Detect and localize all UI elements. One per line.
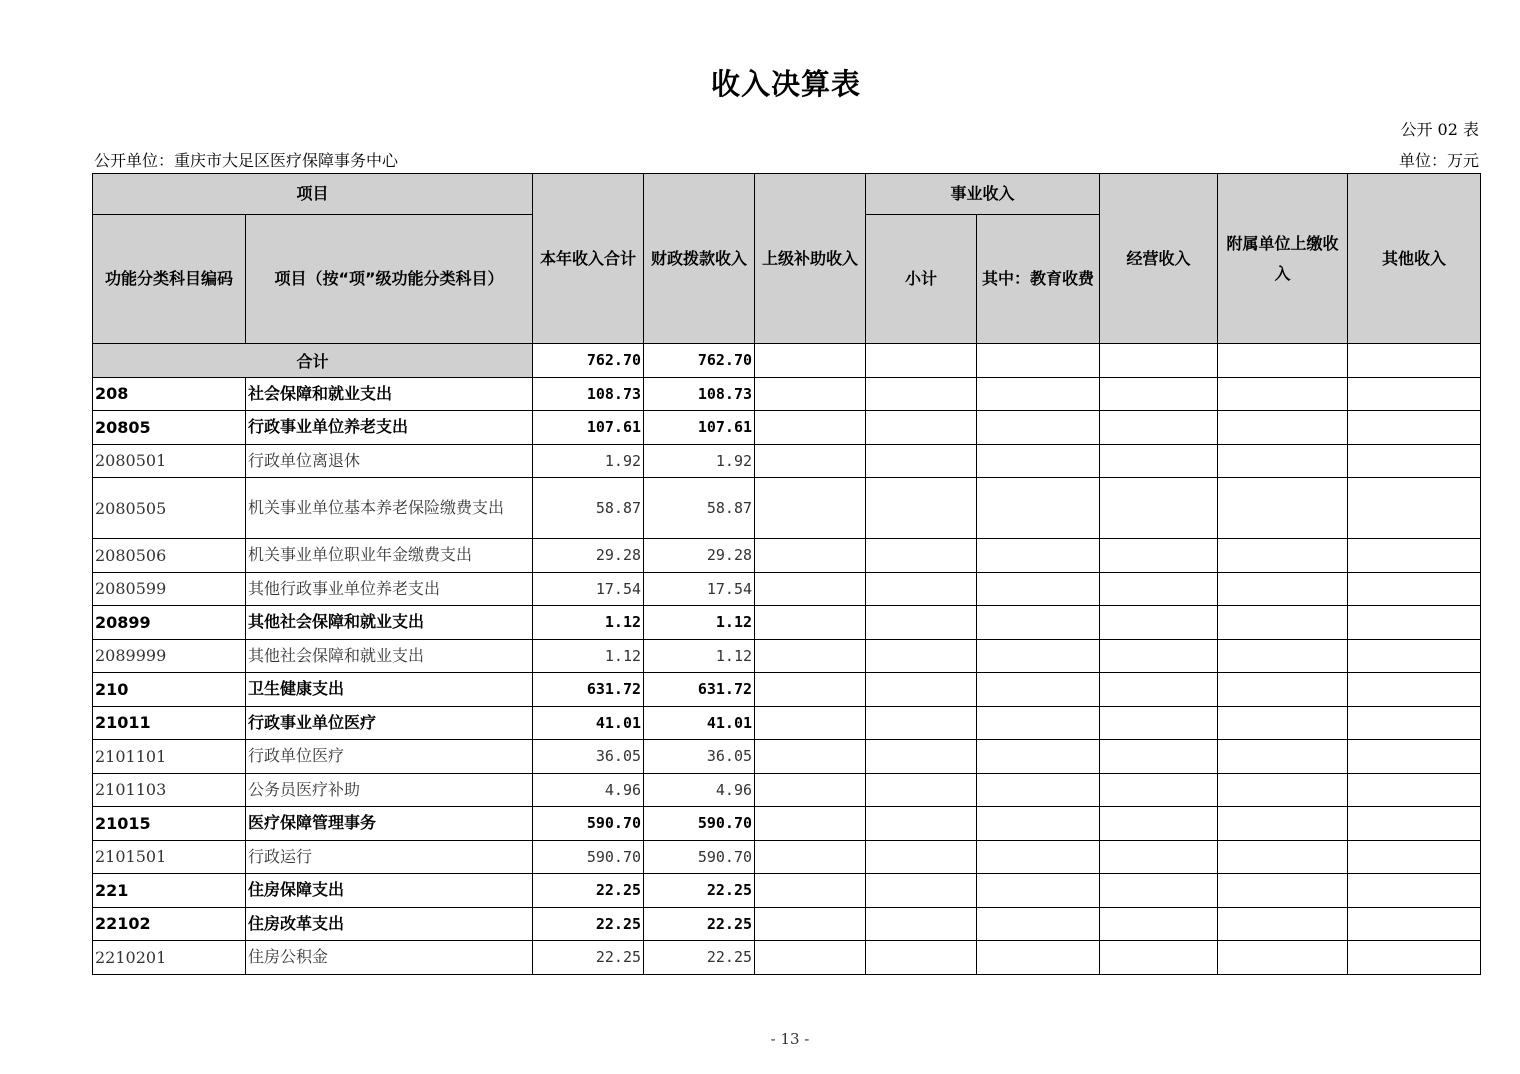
row-fiscal: 17.54 xyxy=(644,572,755,606)
table-row xyxy=(93,606,1481,640)
header-education: 其中：教育收费 xyxy=(977,215,1100,344)
empty-cell xyxy=(755,539,866,573)
empty-cell xyxy=(1218,773,1348,807)
row-code: 22102 xyxy=(93,907,246,941)
row-fiscal: 29.28 xyxy=(644,539,755,573)
empty-cell xyxy=(1218,706,1348,740)
row-code: 2101103 xyxy=(93,773,246,807)
empty-cell xyxy=(1100,907,1218,941)
empty-cell xyxy=(1100,941,1218,975)
row-fiscal: 590.70 xyxy=(644,840,755,874)
table-row xyxy=(93,673,1481,707)
empty-cell xyxy=(1348,411,1481,445)
empty-cell xyxy=(1218,444,1348,478)
row-total: 4.96 xyxy=(533,773,644,807)
row-code: 2089999 xyxy=(93,639,246,673)
row-name: 其他社会保障和就业支出 xyxy=(246,639,533,673)
empty-cell xyxy=(977,478,1100,539)
row-name: 行政单位医疗 xyxy=(246,740,533,774)
table-row xyxy=(93,941,1481,975)
row-code: 20899 xyxy=(93,606,246,640)
empty-cell xyxy=(977,444,1100,478)
row-name: 住房改革支出 xyxy=(246,907,533,941)
row-name: 住房公积金 xyxy=(246,941,533,975)
row-name: 住房保障支出 xyxy=(246,874,533,908)
empty-cell xyxy=(1100,840,1218,874)
row-total: 58.87 xyxy=(533,478,644,539)
empty-cell xyxy=(1100,740,1218,774)
row-fiscal: 590.70 xyxy=(644,807,755,841)
row-total: 590.70 xyxy=(533,807,644,841)
empty-cell xyxy=(977,639,1100,673)
table-row xyxy=(93,773,1481,807)
empty-cell xyxy=(866,478,977,539)
empty-cell xyxy=(1218,572,1348,606)
row-code: 20805 xyxy=(93,411,246,445)
row-name: 其他行政事业单位养老支出 xyxy=(246,572,533,606)
empty-cell xyxy=(1218,639,1348,673)
row-total: 22.25 xyxy=(533,874,644,908)
row-name: 机关事业单位基本养老保险缴费支出 xyxy=(246,478,533,539)
empty-cell xyxy=(1218,840,1348,874)
row-fiscal: 22.25 xyxy=(644,874,755,908)
table-row xyxy=(93,411,1481,445)
header-total: 本年收入合计 xyxy=(533,174,644,344)
empty-cell xyxy=(755,706,866,740)
row-total: 590.70 xyxy=(533,840,644,874)
empty-cell xyxy=(1100,706,1218,740)
empty-cell xyxy=(866,874,977,908)
empty-cell xyxy=(866,740,977,774)
empty-cell xyxy=(977,572,1100,606)
empty-cell xyxy=(977,539,1100,573)
row-fiscal: 108.73 xyxy=(644,377,755,411)
empty-cell xyxy=(1218,807,1348,841)
header-other: 其他收入 xyxy=(1348,174,1481,344)
empty-cell xyxy=(755,377,866,411)
header-item: 项目 xyxy=(93,174,533,215)
empty-cell xyxy=(755,572,866,606)
empty-cell xyxy=(866,941,977,975)
empty-cell xyxy=(755,941,866,975)
row-total: 108.73 xyxy=(533,377,644,411)
empty-cell xyxy=(1100,874,1218,908)
row-fiscal: 631.72 xyxy=(644,673,755,707)
row-fiscal: 58.87 xyxy=(644,478,755,539)
empty-cell xyxy=(1348,639,1481,673)
empty-cell xyxy=(977,377,1100,411)
table-row xyxy=(93,377,1481,411)
header-affiliated: 附属单位上缴收入 xyxy=(1218,174,1348,344)
table-row xyxy=(93,478,1481,539)
table-row xyxy=(93,807,1481,841)
empty-cell xyxy=(1100,673,1218,707)
row-fiscal: 1.12 xyxy=(644,639,755,673)
empty-cell xyxy=(1100,639,1218,673)
row-code: 2080599 xyxy=(93,572,246,606)
empty-cell xyxy=(1348,444,1481,478)
table-row xyxy=(93,572,1481,606)
empty-cell xyxy=(977,706,1100,740)
empty-cell xyxy=(977,673,1100,707)
header-superior: 上级补助收入 xyxy=(755,174,866,344)
header-operating: 经营收入 xyxy=(1100,174,1218,344)
empty-cell xyxy=(1100,773,1218,807)
empty-cell xyxy=(1348,606,1481,640)
empty-cell xyxy=(755,773,866,807)
empty-cell xyxy=(977,907,1100,941)
empty-cell xyxy=(866,907,977,941)
empty-cell xyxy=(1218,907,1348,941)
empty-cell xyxy=(1100,539,1218,573)
empty-cell xyxy=(1100,377,1218,411)
empty-cell xyxy=(866,773,977,807)
row-name: 行政运行 xyxy=(246,840,533,874)
empty-cell xyxy=(1218,740,1348,774)
row-name: 行政事业单位养老支出 xyxy=(246,411,533,445)
empty-cell xyxy=(1348,377,1481,411)
header-code: 功能分类科目编码 xyxy=(93,215,246,344)
table-row xyxy=(93,907,1481,941)
row-fiscal: 1.12 xyxy=(644,606,755,640)
row-total: 36.05 xyxy=(533,740,644,774)
empty-cell xyxy=(755,478,866,539)
empty-cell xyxy=(866,411,977,445)
table-row xyxy=(93,706,1481,740)
page-number: - 13 - xyxy=(770,1030,810,1048)
row-code: 21011 xyxy=(93,706,246,740)
empty-cell xyxy=(866,606,977,640)
row-fiscal: 36.05 xyxy=(644,740,755,774)
empty-cell xyxy=(755,639,866,673)
row-code: 2210201 xyxy=(93,941,246,975)
row-fiscal: 22.25 xyxy=(644,907,755,941)
row-total: 1.12 xyxy=(533,639,644,673)
total-row xyxy=(93,344,1481,378)
row-fiscal: 4.96 xyxy=(644,773,755,807)
row-total: 22.25 xyxy=(533,941,644,975)
row-code: 21015 xyxy=(93,807,246,841)
header-name: 项目（按“项”级功能分类科目） xyxy=(246,215,533,344)
empty-cell xyxy=(977,773,1100,807)
row-total: 22.25 xyxy=(533,907,644,941)
row-name: 公务员医疗补助 xyxy=(246,773,533,807)
row-code: 208 xyxy=(93,377,246,411)
table-row xyxy=(93,740,1481,774)
form-number: 公开 02 表 xyxy=(1400,120,1479,139)
income-table xyxy=(92,173,1481,975)
row-fiscal: 107.61 xyxy=(644,411,755,445)
empty-cell xyxy=(1348,840,1481,874)
empty-cell xyxy=(1348,740,1481,774)
empty-cell xyxy=(1218,539,1348,573)
row-code: 2101501 xyxy=(93,840,246,874)
table-row xyxy=(93,874,1481,908)
empty-cell xyxy=(755,444,866,478)
page-title: 收入决算表 xyxy=(710,67,861,101)
empty-cell xyxy=(866,377,977,411)
row-name: 行政事业单位医疗 xyxy=(246,706,533,740)
empty-cell xyxy=(1348,706,1481,740)
row-total: 631.72 xyxy=(533,673,644,707)
empty-cell xyxy=(1218,941,1348,975)
empty-cell xyxy=(866,840,977,874)
empty-cell xyxy=(866,706,977,740)
empty-cell xyxy=(1348,874,1481,908)
row-fiscal: 41.01 xyxy=(644,706,755,740)
total-fiscal: 762.70 xyxy=(644,344,755,378)
row-code: 221 xyxy=(93,874,246,908)
empty-cell xyxy=(1348,773,1481,807)
row-code: 2080501 xyxy=(93,444,246,478)
empty-cell xyxy=(755,874,866,908)
row-name: 卫生健康支出 xyxy=(246,673,533,707)
table-row xyxy=(93,539,1481,573)
total-total: 762.70 xyxy=(533,344,644,378)
empty-cell xyxy=(977,606,1100,640)
empty-cell xyxy=(866,539,977,573)
empty-cell xyxy=(866,639,977,673)
row-total: 29.28 xyxy=(533,539,644,573)
row-name: 行政单位离退休 xyxy=(246,444,533,478)
empty-cell xyxy=(866,673,977,707)
empty-cell xyxy=(866,444,977,478)
empty-cell xyxy=(755,606,866,640)
row-total: 107.61 xyxy=(533,411,644,445)
empty-cell xyxy=(1348,941,1481,975)
empty-cell xyxy=(1100,807,1218,841)
empty-cell xyxy=(1348,673,1481,707)
empty-cell xyxy=(1348,478,1481,539)
empty-cell xyxy=(1218,478,1348,539)
row-total: 1.92 xyxy=(533,444,644,478)
empty-cell xyxy=(977,411,1100,445)
table-row xyxy=(93,444,1481,478)
row-code: 2080506 xyxy=(93,539,246,573)
empty-cell xyxy=(1218,377,1348,411)
empty-cell xyxy=(1100,606,1218,640)
total-label: 合计 xyxy=(93,344,533,378)
empty-cell xyxy=(866,807,977,841)
empty-cell xyxy=(977,840,1100,874)
empty-cell xyxy=(1218,411,1348,445)
empty-cell xyxy=(1100,444,1218,478)
empty-cell xyxy=(755,740,866,774)
header-fiscal: 财政拨款收入 xyxy=(644,174,755,344)
empty-cell xyxy=(1348,539,1481,573)
table-row xyxy=(93,840,1481,874)
unit-label: 单位：万元 xyxy=(1398,151,1479,170)
empty-cell xyxy=(1100,411,1218,445)
row-code: 210 xyxy=(93,673,246,707)
row-total: 41.01 xyxy=(533,706,644,740)
row-name: 机关事业单位职业年金缴费支出 xyxy=(246,539,533,573)
empty-cell xyxy=(1218,606,1348,640)
empty-cell xyxy=(866,572,977,606)
header-business: 事业收入 xyxy=(866,174,1100,215)
empty-cell xyxy=(755,840,866,874)
table-row xyxy=(93,639,1481,673)
header-subtotal: 小计 xyxy=(866,215,977,344)
row-name: 社会保障和就业支出 xyxy=(246,377,533,411)
row-fiscal: 1.92 xyxy=(644,444,755,478)
row-name: 其他社会保障和就业支出 xyxy=(246,606,533,640)
empty-cell xyxy=(977,874,1100,908)
row-name: 医疗保障管理事务 xyxy=(246,807,533,841)
empty-cell xyxy=(1100,478,1218,539)
row-code: 2101101 xyxy=(93,740,246,774)
row-total: 1.12 xyxy=(533,606,644,640)
row-code: 2080505 xyxy=(93,478,246,539)
empty-cell xyxy=(977,740,1100,774)
empty-cell xyxy=(1348,807,1481,841)
empty-cell xyxy=(1218,673,1348,707)
empty-cell xyxy=(1100,572,1218,606)
org-label: 公开单位：重庆市大足区医疗保障事务中心 xyxy=(94,151,399,170)
empty-cell xyxy=(755,807,866,841)
empty-cell xyxy=(1218,874,1348,908)
empty-cell xyxy=(977,807,1100,841)
row-fiscal: 22.25 xyxy=(644,941,755,975)
empty-cell xyxy=(755,673,866,707)
empty-cell xyxy=(755,907,866,941)
empty-cell xyxy=(977,941,1100,975)
empty-cell xyxy=(1348,907,1481,941)
empty-cell xyxy=(755,411,866,445)
empty-cell xyxy=(1348,572,1481,606)
row-total: 17.54 xyxy=(533,572,644,606)
